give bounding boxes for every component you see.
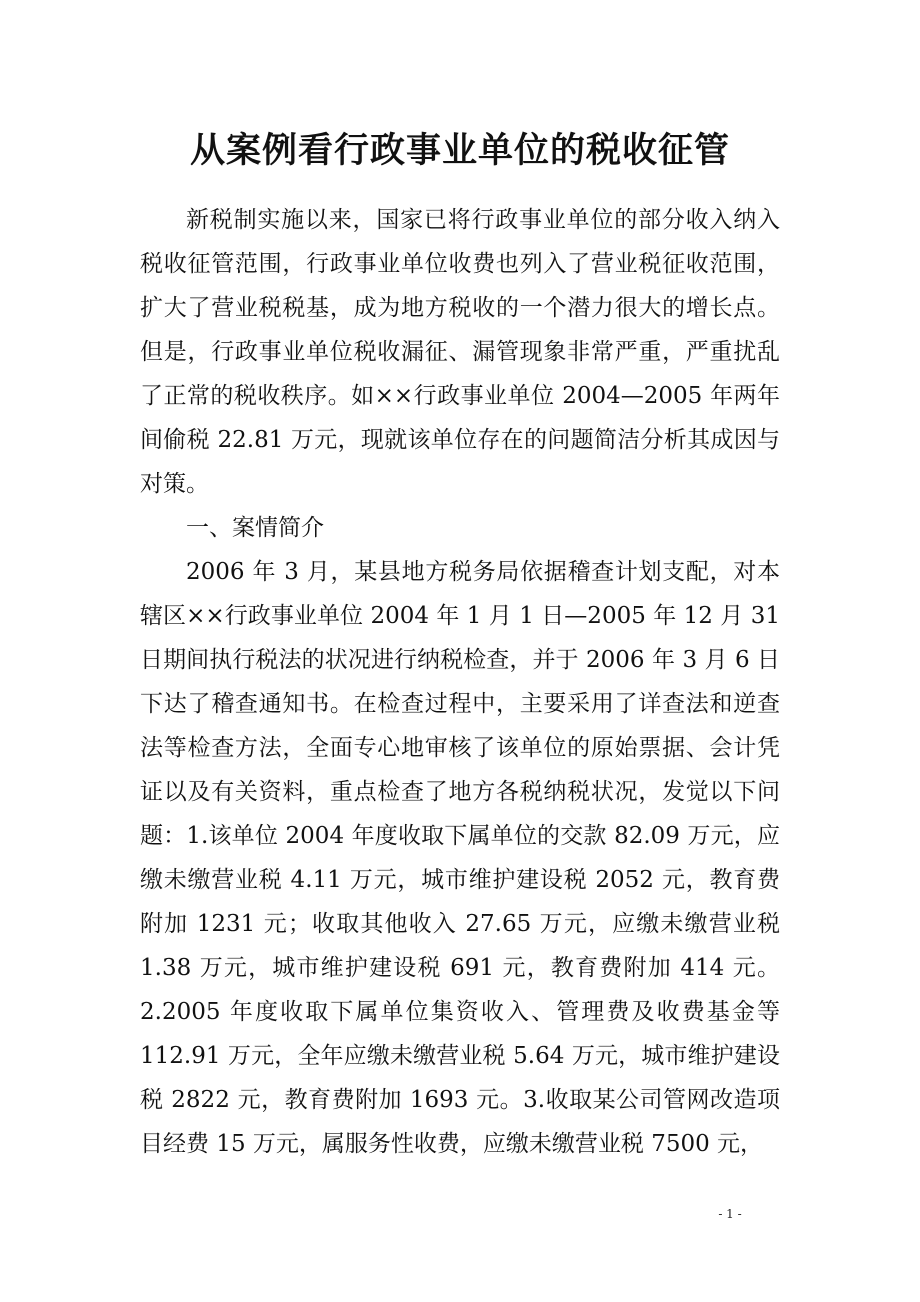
case-paragraph: 2006 年 3 月，某县地方税务局依据稽查计划支配，对本辖区××行政事业单位 2004 年 1 月 1 日—2005 年 12 月 31 日期间执行税法的状况进行纳税检查，并于 2006 年 3 月 6 日下达了稽查通知书。在检查过程中，主要采用了详查法和逆查法等检查方法，全面专心地审核了该单位的原始票据、会计凭证以及有关资料，重点检查了地方各税纳税状况，发觉以下问题：1.该单位 2004 年度收取下属单位的交款 82.09 万元，应缴未缴营业税 4.11 万元，城市维护建设税 2052 元，教育费附加 1231 元；收取其他收入 27.65 万元，应缴未缴营业税 1.38 万元，城市维护建设税 691 元，教育费附加 414 元。2.2005 年度收取下属单位集资收入、管理费及收费基金等 112.91 万元，全年应缴未缴营业税 5.64 万元，城市维护建设税 2822 元，教育费附加 1693 元。3.收取某公司管网改造项目经费 15 万元，属服务性收费，应缴未缴营业税 7500 元， xyxy=(140,559,780,1157)
document-body xyxy=(140,198,780,1166)
document-title: 从案例看行政事业单位的税收征管 xyxy=(189,130,730,171)
page-number: - 1 - xyxy=(718,1207,742,1221)
intro-paragraph: 新税制实施以来，国家已将行政事业单位的部分收入纳入税收征管范围，行政事业单位收费也列入了营业税征收范围，扩大了营业税税基，成为地方税收的一个潜力很大的增长点。但是，行政事业单位税收漏征、漏管现象非常严重，严重扰乱了正常的税收秩序。如××行政事业单位 2004—2005 年两年间偷税 22.81 万元，现就该单位存在的问题简洁分析其成因与对策。 xyxy=(140,207,780,497)
section-heading: 一、案情简介 xyxy=(186,515,324,541)
